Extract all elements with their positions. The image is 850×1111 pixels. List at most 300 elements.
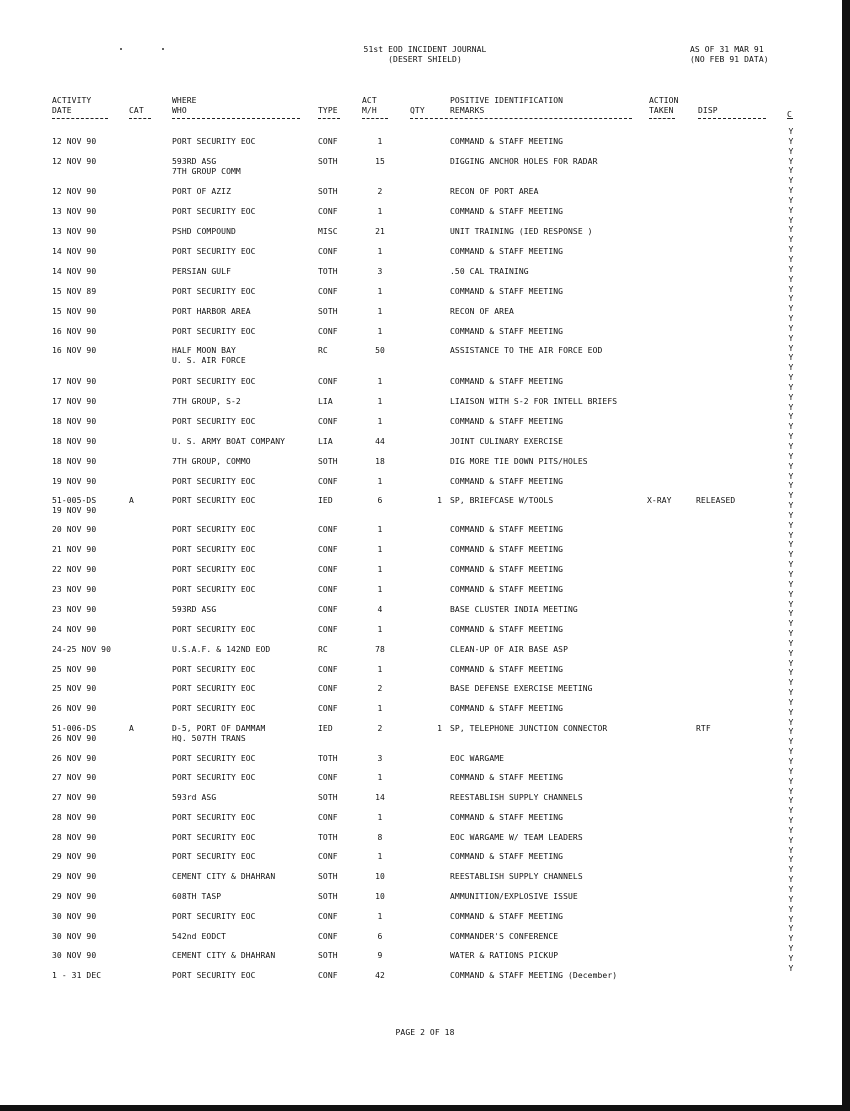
row-type: TOTH bbox=[318, 833, 338, 842]
row-where-who-secondary: U. S. AIR FORCE bbox=[172, 356, 246, 365]
row-man-hours: 1 bbox=[377, 137, 383, 146]
c-mark: Y bbox=[788, 609, 794, 619]
header-who: WHO bbox=[172, 106, 187, 115]
row-man-hours: 4 bbox=[377, 605, 383, 614]
header-positive-id: POSITIVE IDENTIFICATION bbox=[450, 96, 564, 105]
header-action: ACTION bbox=[649, 96, 679, 105]
table-row bbox=[0, 264, 850, 277]
row-man-hours: 15 bbox=[375, 157, 385, 166]
row-date: 15 NOV 89 bbox=[52, 287, 97, 296]
row-date-secondary: 19 NOV 90 bbox=[52, 506, 97, 515]
row-remarks: CLEAN-UP OF AIR BASE ASP bbox=[450, 645, 568, 654]
row-where-who: U. S. ARMY BOAT COMPANY bbox=[172, 437, 286, 446]
row-man-hours: 50 bbox=[375, 346, 385, 355]
row-remarks: SP, BRIEFCASE W/TOOLS bbox=[450, 496, 554, 505]
row-date: 27 NOV 90 bbox=[52, 773, 97, 782]
row-remarks: REESTABLISH SUPPLY CHANNELS bbox=[450, 793, 583, 802]
table-row bbox=[0, 343, 850, 366]
c-mark: Y bbox=[788, 816, 794, 826]
row-date: 51-005-DS bbox=[52, 496, 97, 505]
row-type: CONF bbox=[318, 525, 338, 534]
row-type: CONF bbox=[318, 477, 338, 486]
c-mark: Y bbox=[788, 579, 794, 589]
c-mark: Y bbox=[788, 914, 794, 924]
c-mark: Y bbox=[788, 953, 794, 963]
c-mark: Y bbox=[788, 924, 794, 934]
row-date: 13 NOV 90 bbox=[52, 227, 97, 236]
header-remarks: REMARKS bbox=[450, 106, 485, 115]
row-man-hours: 1 bbox=[377, 625, 383, 634]
row-where-who: PORT SECURITY EOC bbox=[172, 137, 256, 146]
row-where-who: PORT OF AZIZ bbox=[172, 187, 231, 196]
row-man-hours: 2 bbox=[377, 684, 383, 693]
row-type: CONF bbox=[318, 207, 338, 216]
row-date: 30 NOV 90 bbox=[52, 951, 97, 960]
c-mark: Y bbox=[788, 402, 794, 412]
row-type: LIA bbox=[318, 437, 333, 446]
row-date: 1 - 31 DEC bbox=[52, 971, 102, 980]
row-where-who: PORT SECURITY EOC bbox=[172, 287, 256, 296]
c-mark: Y bbox=[788, 294, 794, 304]
row-where-who: PORT SECURITY EOC bbox=[172, 625, 256, 634]
row-where-who: PORT SECURITY EOC bbox=[172, 704, 256, 713]
row-remarks: COMMAND & STAFF MEETING bbox=[450, 377, 564, 386]
c-mark: Y bbox=[788, 619, 794, 629]
header-disp: DISP bbox=[698, 106, 718, 115]
row-man-hours: 1 bbox=[377, 773, 383, 782]
row-type: LIA bbox=[318, 397, 333, 406]
header-rule bbox=[649, 118, 675, 119]
header-cat: CAT bbox=[129, 106, 144, 115]
row-man-hours: 21 bbox=[375, 227, 385, 236]
row-remarks: RECON OF AREA bbox=[450, 307, 514, 316]
row-man-hours: 1 bbox=[377, 585, 383, 594]
row-type: MISC bbox=[318, 227, 338, 236]
row-type: CONF bbox=[318, 605, 338, 614]
c-mark: Y bbox=[788, 510, 794, 520]
row-date: 27 NOV 90 bbox=[52, 793, 97, 802]
row-where-who: 593rd ASG bbox=[172, 793, 217, 802]
row-date: 23 NOV 90 bbox=[52, 585, 97, 594]
row-type: SOTH bbox=[318, 793, 338, 802]
row-man-hours: 1 bbox=[377, 327, 383, 336]
table-row bbox=[0, 645, 850, 655]
row-where-who: PORT SECURITY EOC bbox=[172, 207, 256, 216]
row-remarks: COMMAND & STAFF MEETING bbox=[450, 773, 564, 782]
row-remarks: JOINT CULINARY EXERCISE bbox=[450, 437, 564, 446]
header-type: TYPE bbox=[318, 106, 338, 115]
row-where-who: PORT SECURITY EOC bbox=[172, 565, 256, 574]
header-act: ACT bbox=[362, 96, 377, 105]
row-type: CONF bbox=[318, 545, 338, 554]
c-mark: Y bbox=[788, 373, 794, 383]
table-row bbox=[0, 327, 850, 337]
c-mark: Y bbox=[788, 264, 794, 274]
c-mark: Y bbox=[788, 638, 794, 648]
row-remarks: WATER & RATIONS PICKUP bbox=[450, 951, 559, 960]
table-header bbox=[0, 96, 850, 126]
row-remarks: SP, TELEPHONE JUNCTION CONNECTOR bbox=[450, 724, 608, 733]
row-remarks: BASE CLUSTER INDIA MEETING bbox=[450, 605, 578, 614]
row-remarks: AMMUNITION/EXPLOSIVE ISSUE bbox=[450, 892, 578, 901]
table-row bbox=[0, 684, 850, 694]
row-type: SOTH bbox=[318, 307, 338, 316]
c-mark: Y bbox=[788, 845, 794, 855]
c-mark: Y bbox=[788, 136, 794, 146]
table-row bbox=[0, 625, 850, 635]
c-mark: Y bbox=[788, 166, 794, 176]
c-mark: Y bbox=[788, 215, 794, 225]
table-row bbox=[0, 227, 850, 237]
c-mark: Y bbox=[788, 451, 794, 461]
header-activity: ACTIVITY bbox=[52, 96, 92, 105]
row-man-hours: 1 bbox=[377, 665, 383, 674]
header-rule bbox=[787, 118, 793, 119]
row-where-who: PORT SECURITY EOC bbox=[172, 585, 256, 594]
c-mark: Y bbox=[788, 648, 794, 658]
c-mark: Y bbox=[788, 382, 794, 392]
c-mark: Y bbox=[788, 254, 794, 264]
row-type: CONF bbox=[318, 665, 338, 674]
row-remarks: COMMAND & STAFF MEETING bbox=[450, 545, 564, 554]
c-mark: Y bbox=[788, 442, 794, 451]
row-date: 12 NOV 90 bbox=[52, 137, 97, 146]
row-date: 23 NOV 90 bbox=[52, 605, 97, 614]
document-title-block bbox=[340, 45, 510, 65]
row-date: 20 NOV 90 bbox=[52, 525, 97, 534]
row-type: CONF bbox=[318, 417, 338, 426]
table-row bbox=[0, 852, 850, 862]
row-remarks: REESTABLISH SUPPLY CHANNELS bbox=[450, 872, 583, 881]
c-mark: Y bbox=[788, 225, 794, 235]
c-mark: Y bbox=[788, 461, 794, 471]
c-mark: Y bbox=[788, 156, 794, 166]
row-where-who: PORT SECURITY EOC bbox=[172, 477, 256, 486]
table-row bbox=[0, 754, 850, 764]
row-date-secondary: 26 NOV 90 bbox=[52, 734, 97, 743]
c-mark: Y bbox=[788, 875, 794, 885]
row-where-who: PORT SECURITY EOC bbox=[172, 852, 256, 861]
row-where-who: PORT SECURITY EOC bbox=[172, 496, 256, 505]
as-of-date: AS OF 31 MAR 91 bbox=[690, 45, 764, 54]
row-remarks: EOC WARGAME W/ TEAM LEADERS bbox=[450, 833, 583, 842]
table-row bbox=[0, 833, 850, 843]
row-man-hours: 9 bbox=[377, 951, 383, 960]
row-remarks: COMMAND & STAFF MEETING bbox=[450, 207, 564, 216]
table-row bbox=[0, 377, 850, 387]
c-mark: Y bbox=[788, 323, 794, 333]
row-where-who: D-5, PORT OF DAMMAM bbox=[172, 724, 266, 733]
row-where-who: 593RD ASG bbox=[172, 157, 217, 166]
row-type: IED bbox=[318, 724, 333, 733]
row-where-who: PSHD COMPOUND bbox=[172, 227, 236, 236]
c-mark: Y bbox=[788, 205, 794, 215]
c-mark: Y bbox=[788, 776, 794, 786]
c-mark: Y bbox=[788, 127, 794, 136]
row-remarks: COMMAND & STAFF MEETING bbox=[450, 137, 564, 146]
row-man-hours: 1 bbox=[377, 397, 383, 406]
row-remarks: COMMAND & STAFF MEETING bbox=[450, 565, 564, 574]
row-quantity: 1 bbox=[437, 496, 442, 505]
c-mark: Y bbox=[788, 186, 794, 196]
c-mark: Y bbox=[788, 688, 794, 698]
row-date: 26 NOV 90 bbox=[52, 704, 97, 713]
c-mark: Y bbox=[788, 835, 794, 845]
table-row bbox=[0, 912, 850, 922]
row-where-who: 542nd EODCT bbox=[172, 932, 227, 941]
c-mark: Y bbox=[788, 353, 794, 363]
row-type: SOTH bbox=[318, 951, 338, 960]
row-man-hours: 1 bbox=[377, 207, 383, 216]
table-row bbox=[0, 397, 850, 407]
row-man-hours: 44 bbox=[375, 437, 385, 446]
row-type: CONF bbox=[318, 287, 338, 296]
row-date: 30 NOV 90 bbox=[52, 912, 97, 921]
row-type: TOTH bbox=[318, 267, 338, 276]
row-man-hours: 2 bbox=[377, 187, 383, 196]
c-mark: Y bbox=[788, 589, 794, 599]
c-mark: Y bbox=[788, 245, 794, 255]
c-mark: Y bbox=[788, 333, 794, 343]
row-where-who: PORT SECURITY EOC bbox=[172, 525, 256, 534]
row-date: 14 NOV 90 bbox=[52, 267, 97, 276]
row-type: CONF bbox=[318, 585, 338, 594]
c-mark: Y bbox=[788, 540, 794, 550]
row-man-hours: 1 bbox=[377, 852, 383, 861]
c-mark: Y bbox=[788, 520, 794, 530]
row-man-hours: 10 bbox=[375, 872, 385, 881]
row-type: CONF bbox=[318, 932, 338, 941]
row-date: 26 NOV 90 bbox=[52, 754, 97, 763]
row-type: CONF bbox=[318, 684, 338, 693]
row-type: CONF bbox=[318, 137, 338, 146]
header-rule bbox=[172, 118, 300, 119]
row-man-hours: 10 bbox=[375, 892, 385, 901]
c-mark: Y bbox=[788, 560, 794, 570]
c-mark: Y bbox=[788, 176, 794, 186]
row-man-hours: 1 bbox=[377, 545, 383, 554]
row-date: 19 NOV 90 bbox=[52, 477, 97, 486]
row-date: 51-006-DS bbox=[52, 724, 97, 733]
row-remarks: COMMAND & STAFF MEETING bbox=[450, 417, 564, 426]
row-remarks: EOC WARGAME bbox=[450, 754, 505, 763]
table-row bbox=[0, 872, 850, 882]
row-remarks: COMMAND & STAFF MEETING bbox=[450, 912, 564, 921]
table-row bbox=[0, 157, 850, 177]
row-remarks: COMMAND & STAFF MEETING bbox=[450, 247, 564, 256]
row-where-who: HALF MOON BAY bbox=[172, 346, 236, 355]
row-type: CONF bbox=[318, 704, 338, 713]
row-remarks: COMMAND & STAFF MEETING bbox=[450, 287, 564, 296]
row-date: 28 NOV 90 bbox=[52, 833, 97, 842]
row-type: CONF bbox=[318, 813, 338, 822]
c-mark: Y bbox=[788, 550, 794, 560]
c-mark: Y bbox=[788, 757, 794, 766]
c-mark: Y bbox=[788, 707, 794, 717]
row-type: SOTH bbox=[318, 157, 338, 166]
row-where-who-secondary: 7TH GROUP COMM bbox=[172, 167, 241, 176]
scan-speck bbox=[162, 48, 164, 50]
row-date: 17 NOV 90 bbox=[52, 397, 97, 406]
c-mark: Y bbox=[788, 284, 794, 294]
table-row bbox=[0, 207, 850, 217]
header-mh: M/H bbox=[362, 106, 377, 115]
row-man-hours: 1 bbox=[377, 247, 383, 256]
table-row bbox=[0, 971, 850, 981]
c-mark: Y bbox=[788, 766, 794, 776]
table-row bbox=[0, 793, 850, 803]
row-type: SOTH bbox=[318, 872, 338, 881]
row-date: 13 NOV 90 bbox=[52, 207, 97, 216]
row-date: 18 NOV 90 bbox=[52, 457, 97, 466]
row-man-hours: 1 bbox=[377, 525, 383, 534]
row-date: 29 NOV 90 bbox=[52, 892, 97, 901]
c-mark: Y bbox=[788, 786, 794, 796]
row-type: CONF bbox=[318, 377, 338, 386]
row-where-who: CEMENT CITY & DHAHRAN bbox=[172, 951, 276, 960]
c-mark: Y bbox=[788, 697, 794, 707]
row-date: 25 NOV 90 bbox=[52, 684, 97, 693]
c-mark: Y bbox=[788, 235, 794, 245]
row-date: 18 NOV 90 bbox=[52, 437, 97, 446]
row-remarks: RECON OF PORT AREA bbox=[450, 187, 539, 196]
row-type: CONF bbox=[318, 565, 338, 574]
c-mark: Y bbox=[788, 599, 794, 609]
row-where-who: PORT SECURITY EOC bbox=[172, 833, 256, 842]
c-mark: Y bbox=[788, 343, 794, 353]
row-man-hours: 1 bbox=[377, 417, 383, 426]
row-type: SOTH bbox=[318, 892, 338, 901]
row-where-who: PORT SECURITY EOC bbox=[172, 327, 256, 336]
row-remarks: LIAISON WITH S-2 FOR INTELL BRIEFS bbox=[450, 397, 618, 406]
header-taken: TAKEN bbox=[649, 106, 674, 115]
table-row bbox=[0, 137, 850, 147]
row-date: 24-25 NOV 90 bbox=[52, 645, 111, 654]
row-date: 25 NOV 90 bbox=[52, 665, 97, 674]
row-man-hours: 1 bbox=[377, 813, 383, 822]
table-row bbox=[0, 951, 850, 961]
c-mark: Y bbox=[788, 944, 794, 954]
row-type: RC bbox=[318, 346, 328, 355]
c-mark: Y bbox=[788, 412, 794, 422]
row-type: TOTH bbox=[318, 754, 338, 763]
row-type: IED bbox=[318, 496, 333, 505]
row-category: A bbox=[129, 724, 134, 733]
row-date: 16 NOV 90 bbox=[52, 327, 97, 336]
header-where: WHERE bbox=[172, 96, 197, 105]
table-row bbox=[0, 284, 850, 297]
row-quantity: 1 bbox=[437, 724, 442, 733]
document-subtitle: (DESERT SHIELD) bbox=[388, 55, 462, 64]
c-mark: Y bbox=[788, 363, 794, 373]
c-mark: Y bbox=[788, 806, 794, 816]
row-remarks: COMMAND & STAFF MEETING bbox=[450, 813, 564, 822]
c-mark: Y bbox=[788, 747, 794, 757]
row-date: 12 NOV 90 bbox=[52, 157, 97, 166]
row-remarks: ASSISTANCE TO THE AIR FORCE EOD bbox=[450, 346, 603, 355]
header-rule bbox=[362, 118, 388, 119]
table-row bbox=[0, 247, 850, 257]
row-where-who: 7TH GROUP, S-2 bbox=[172, 397, 241, 406]
row-remarks: DIGGING ANCHOR HOLES FOR RADAR bbox=[450, 157, 598, 166]
c-mark: Y bbox=[788, 629, 794, 639]
row-date: 21 NOV 90 bbox=[52, 545, 97, 554]
row-remarks: COMMAND & STAFF MEETING bbox=[450, 327, 564, 336]
row-remarks: UNIT TRAINING (IED RESPONSE ) bbox=[450, 227, 593, 236]
row-date: 15 NOV 90 bbox=[52, 307, 97, 316]
row-type: CONF bbox=[318, 912, 338, 921]
row-man-hours: 1 bbox=[377, 287, 383, 296]
c-mark: Y bbox=[788, 855, 794, 865]
row-where-who: PORT SECURITY EOC bbox=[172, 684, 256, 693]
row-type: RC bbox=[318, 645, 328, 654]
c-mark: Y bbox=[788, 727, 794, 737]
row-type: CONF bbox=[318, 327, 338, 336]
table-row bbox=[0, 545, 850, 555]
data-note: (NO FEB 91 DATA) bbox=[690, 55, 769, 64]
c-mark: Y bbox=[788, 274, 794, 284]
page-number: PAGE 2 OF 18 bbox=[395, 1028, 455, 1037]
row-where-who: PORT SECURITY EOC bbox=[172, 665, 256, 674]
c-mark: Y bbox=[788, 304, 794, 314]
row-remarks: COMMAND & STAFF MEETING bbox=[450, 704, 564, 713]
row-where-who: PORT SECURITY EOC bbox=[172, 912, 256, 921]
row-date: 12 NOV 90 bbox=[52, 187, 97, 196]
row-type: CONF bbox=[318, 625, 338, 634]
row-man-hours: 1 bbox=[377, 704, 383, 713]
row-man-hours: 3 bbox=[377, 267, 383, 276]
row-category: A bbox=[129, 496, 134, 505]
header-c: C bbox=[787, 110, 792, 119]
header-rule bbox=[52, 118, 108, 119]
table-row bbox=[0, 307, 850, 317]
table-row bbox=[0, 773, 850, 783]
row-disposition: RTF bbox=[696, 724, 711, 733]
row-remarks: DIG MORE TIE DOWN PITS/HOLES bbox=[450, 457, 588, 466]
c-mark: Y bbox=[788, 314, 794, 324]
row-man-hours: 78 bbox=[375, 645, 385, 654]
row-where-who: PORT SECURITY EOC bbox=[172, 971, 256, 980]
row-man-hours: 14 bbox=[375, 793, 385, 802]
c-mark: Y bbox=[788, 934, 794, 944]
row-type: SOTH bbox=[318, 457, 338, 466]
c-mark: Y bbox=[788, 737, 794, 747]
row-man-hours: 42 bbox=[375, 971, 385, 980]
scan-border-bottom bbox=[0, 1105, 850, 1111]
c-mark: Y bbox=[788, 569, 794, 579]
row-man-hours: 3 bbox=[377, 754, 383, 763]
c-mark: Y bbox=[788, 668, 794, 678]
c-mark: Y bbox=[788, 658, 794, 668]
c-mark: Y bbox=[788, 963, 794, 973]
row-where-who: PORT SECURITY EOC bbox=[172, 813, 256, 822]
row-where-who: CEMENT CITY & DHAHRAN bbox=[172, 872, 276, 881]
row-type: SOTH bbox=[318, 187, 338, 196]
table-row bbox=[0, 417, 850, 427]
table-row bbox=[0, 437, 850, 447]
row-action-taken: X-RAY bbox=[647, 496, 672, 505]
row-remarks: COMMAND & STAFF MEETING (December) bbox=[450, 971, 618, 980]
c-column-marks bbox=[786, 127, 796, 974]
table-row bbox=[0, 892, 850, 902]
c-mark: Y bbox=[788, 884, 794, 894]
row-date: 17 NOV 90 bbox=[52, 377, 97, 386]
row-where-who: PORT SECURITY EOC bbox=[172, 417, 256, 426]
row-where-who: PORT HARBOR AREA bbox=[172, 307, 251, 316]
row-remarks: COMMAND & STAFF MEETING bbox=[450, 585, 564, 594]
row-man-hours: 2 bbox=[377, 724, 383, 733]
row-remarks: BASE DEFENSE EXERCISE MEETING bbox=[450, 684, 593, 693]
